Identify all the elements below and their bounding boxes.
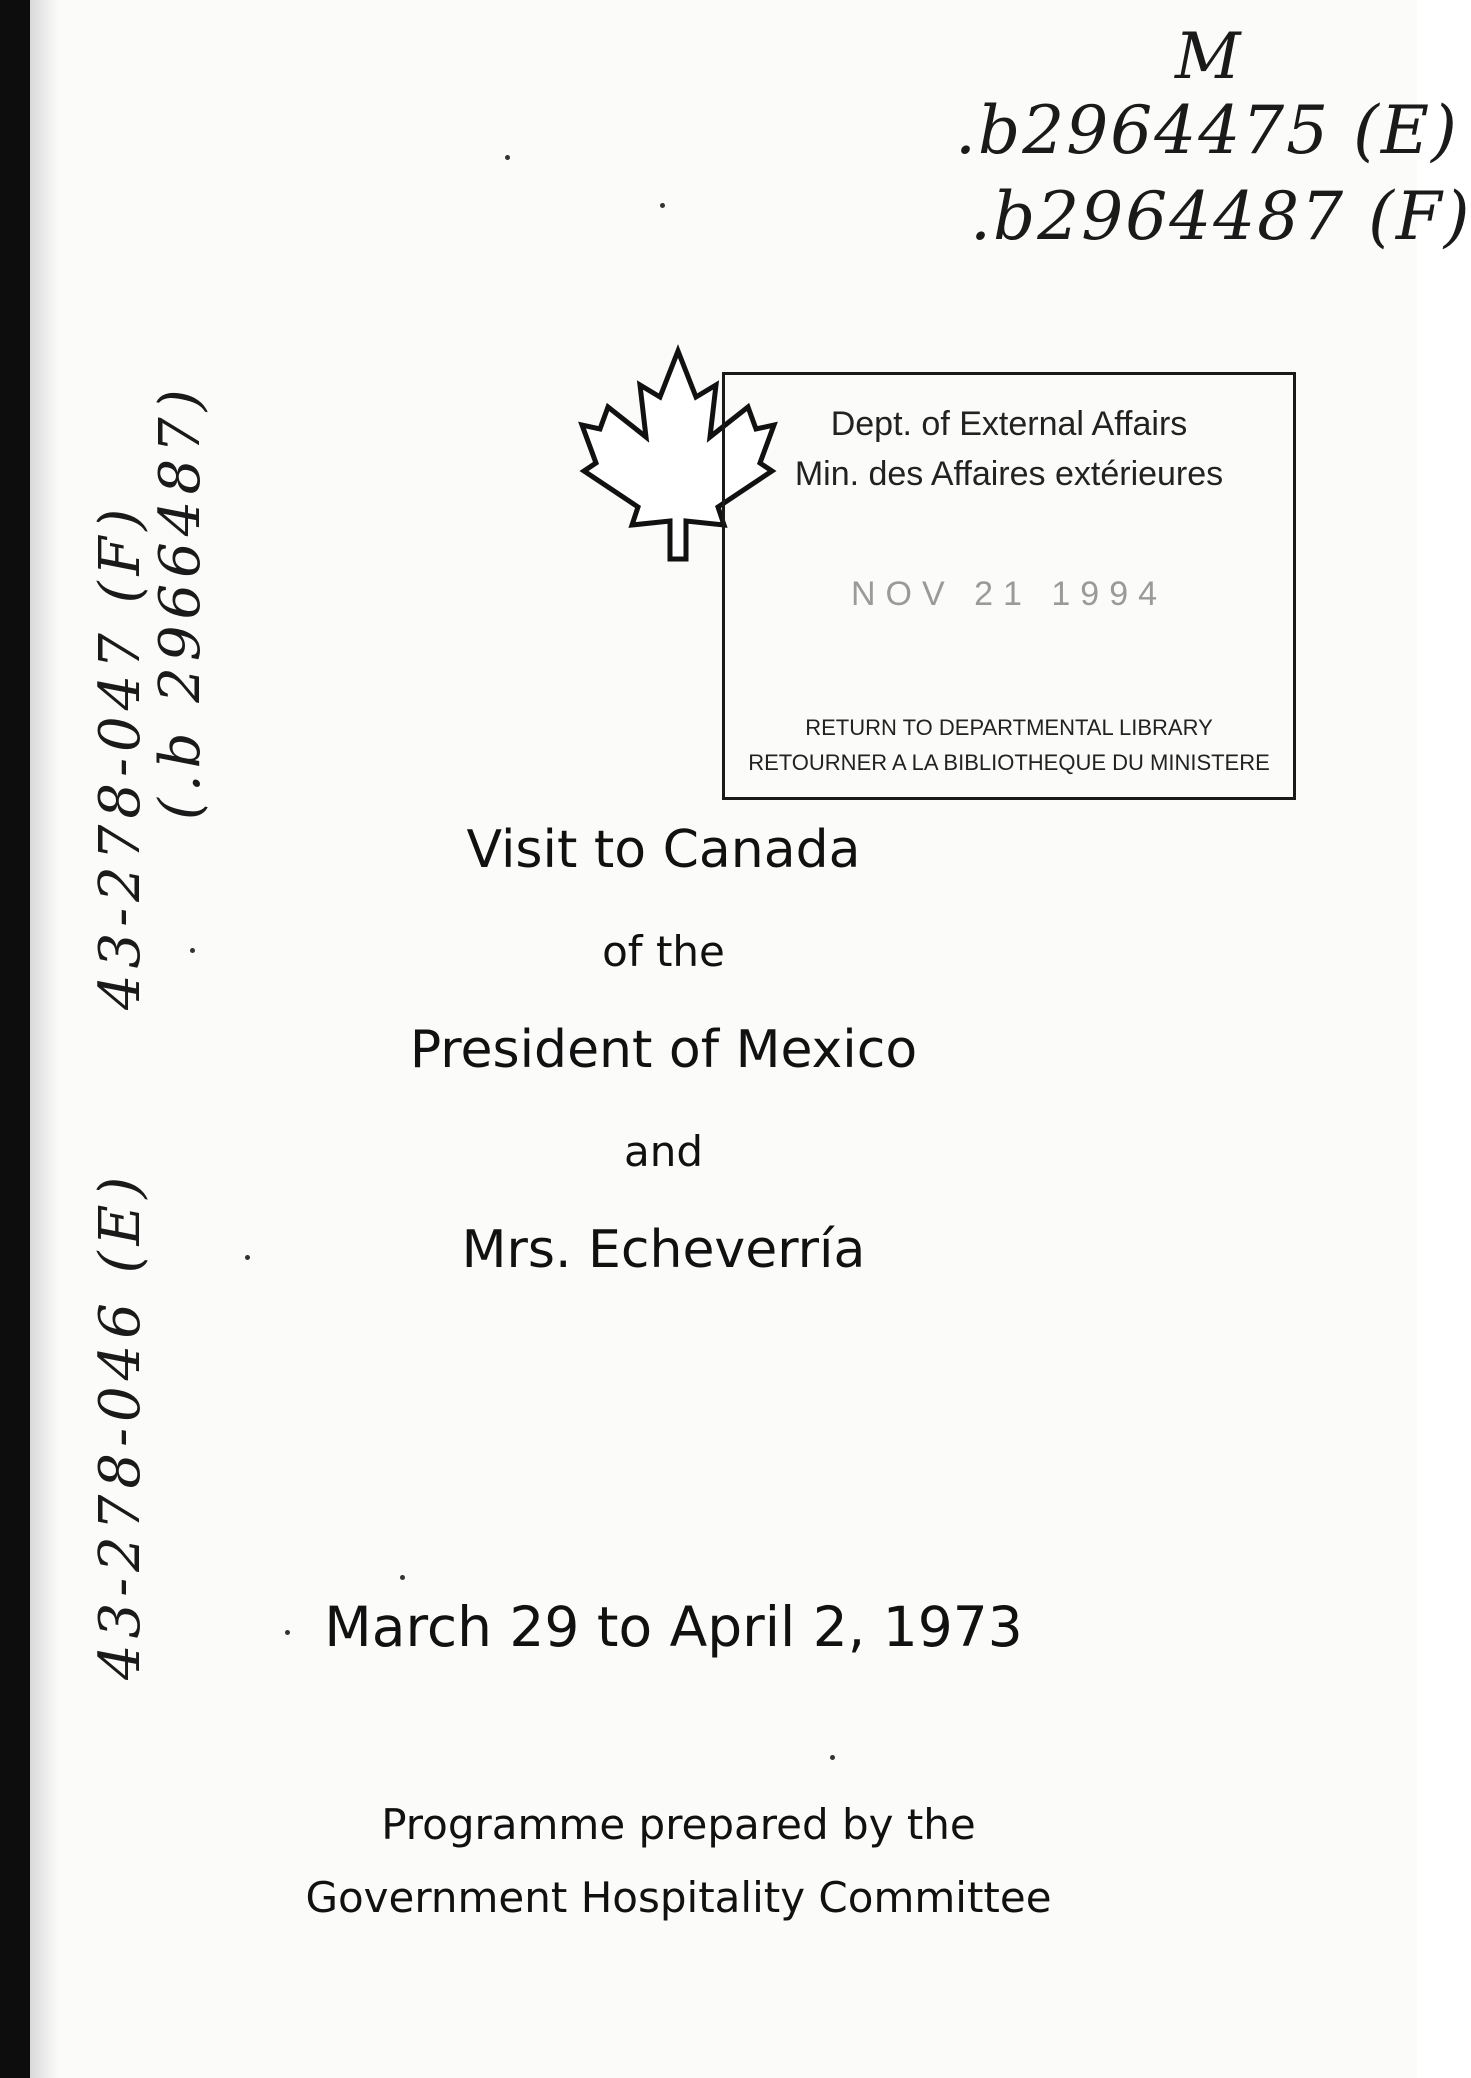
handwritten-catalog-number-2: .b2964487 (F) [970, 178, 1471, 255]
visit-dates: March 29 to April 2, 1973 [324, 1595, 1023, 1659]
title-line-1: Visit to Canada [466, 820, 861, 880]
paper-speck [245, 1255, 250, 1260]
paper-speck [190, 948, 195, 953]
title-line-5: Mrs. Echeverría [461, 1220, 866, 1280]
handwritten-catalog-number-1: .b2964475 (E) [955, 92, 1459, 169]
library-stamp [722, 372, 1296, 800]
stamp-department-fr: Min. des Affaires extérieures [794, 455, 1224, 493]
programme-line-2: Government Hospitality Committee [305, 1873, 1052, 1922]
stamp-department-en: Dept. of External Affairs [830, 405, 1188, 443]
stamp-return-en: RETURN TO DEPARTMENTAL LIBRARY [805, 715, 1213, 740]
paper-speck [660, 203, 665, 208]
handwritten-vertical-number-2: (.b 2966487) [148, 383, 213, 820]
programme-line-1: Programme prepared by the [381, 1800, 976, 1849]
handwritten-letter: M [1175, 20, 1241, 94]
title-line-4: and [623, 1127, 704, 1176]
paper-speck [505, 155, 510, 160]
paper-speck [400, 1575, 405, 1580]
handwritten-vertical-number-1: 43-278-047 (F) [88, 502, 153, 1010]
handwritten-vertical-number-3: 43-278-046 (E) [88, 1170, 153, 1680]
paper-speck [285, 1630, 290, 1635]
stamp-return-fr: RETOURNER A LA BIBLIOTHEQUE DU MINISTERE [748, 750, 1270, 775]
title-line-2: of the [602, 927, 725, 976]
paper-speck [830, 1755, 835, 1760]
title-line-3: President of Mexico [409, 1020, 918, 1080]
stamp-date: NOV 21 1994 [850, 575, 1168, 613]
